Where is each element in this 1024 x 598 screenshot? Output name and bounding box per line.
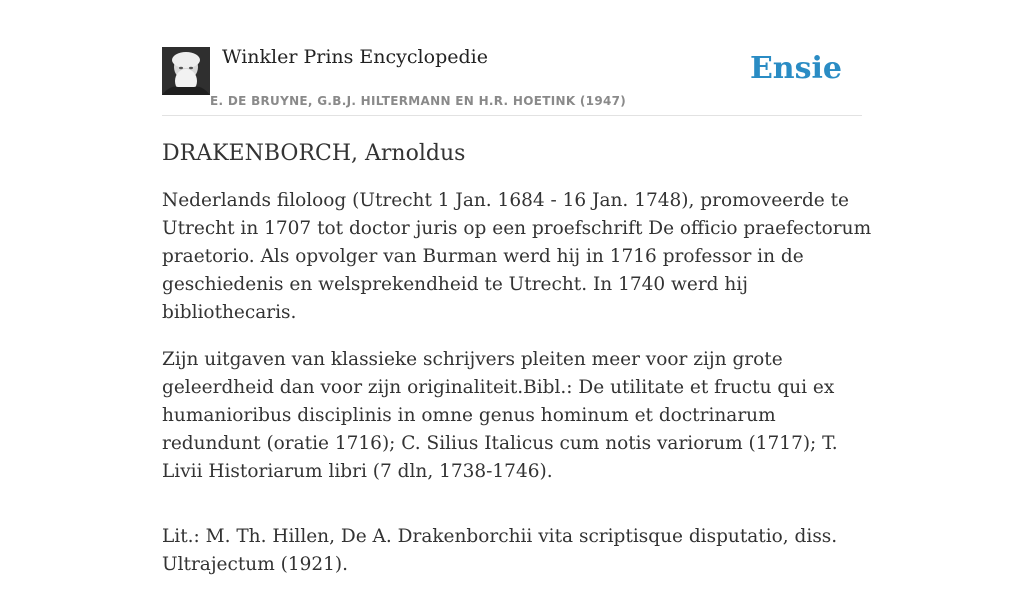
ensie-logo-link[interactable]: Ensie (749, 51, 842, 86)
book-title[interactable]: Winkler Prins Encyclopedie (222, 46, 488, 68)
author-avatar[interactable] (162, 47, 210, 95)
header (162, 0, 862, 116)
entry-paragraph: Zijn uitgaven van klassieke schrijvers pleiten meer voor zijn grote geleerdheid dan voor zijn originaliteit.Bibl.: De utilitate et fructu qui ex humanioribus disciplinis in omne genus hominum et doctrinarum redundunt (oratie 1716); C. Silius Italicus cum notis variorum (1717); T. Livii Historiarum libri (7 dln, 1738-1746). (162, 349, 838, 482)
entry-literature: Lit.: M. Th. Hillen, De A. Drakenborchii vita scriptisque disputatio, diss. Ultrajectum (1921). (162, 526, 838, 575)
entry-title: DRAKENBORCH, Arnoldus (162, 141, 466, 166)
portrait-icon (162, 47, 210, 95)
entry-content (162, 138, 874, 598)
book-authors: E. DE BRUYNE, G.B.J. HILTERMANN EN H.R. HOETINK (1947) (210, 94, 627, 108)
entry-paragraph: Nederlands filoloog (Utrecht 1 Jan. 1684 - 16 Jan. 1748), promoveerde te Utrecht in 1707 tot doctor juris op een proefschrift De officio praefectorum praetorio. Als opvolger van Burman werd hij in 1716 professor in de geschiedenis en welsprekendheid te Utrecht. In 1740 werd hij bibliothecaris. (162, 190, 872, 323)
